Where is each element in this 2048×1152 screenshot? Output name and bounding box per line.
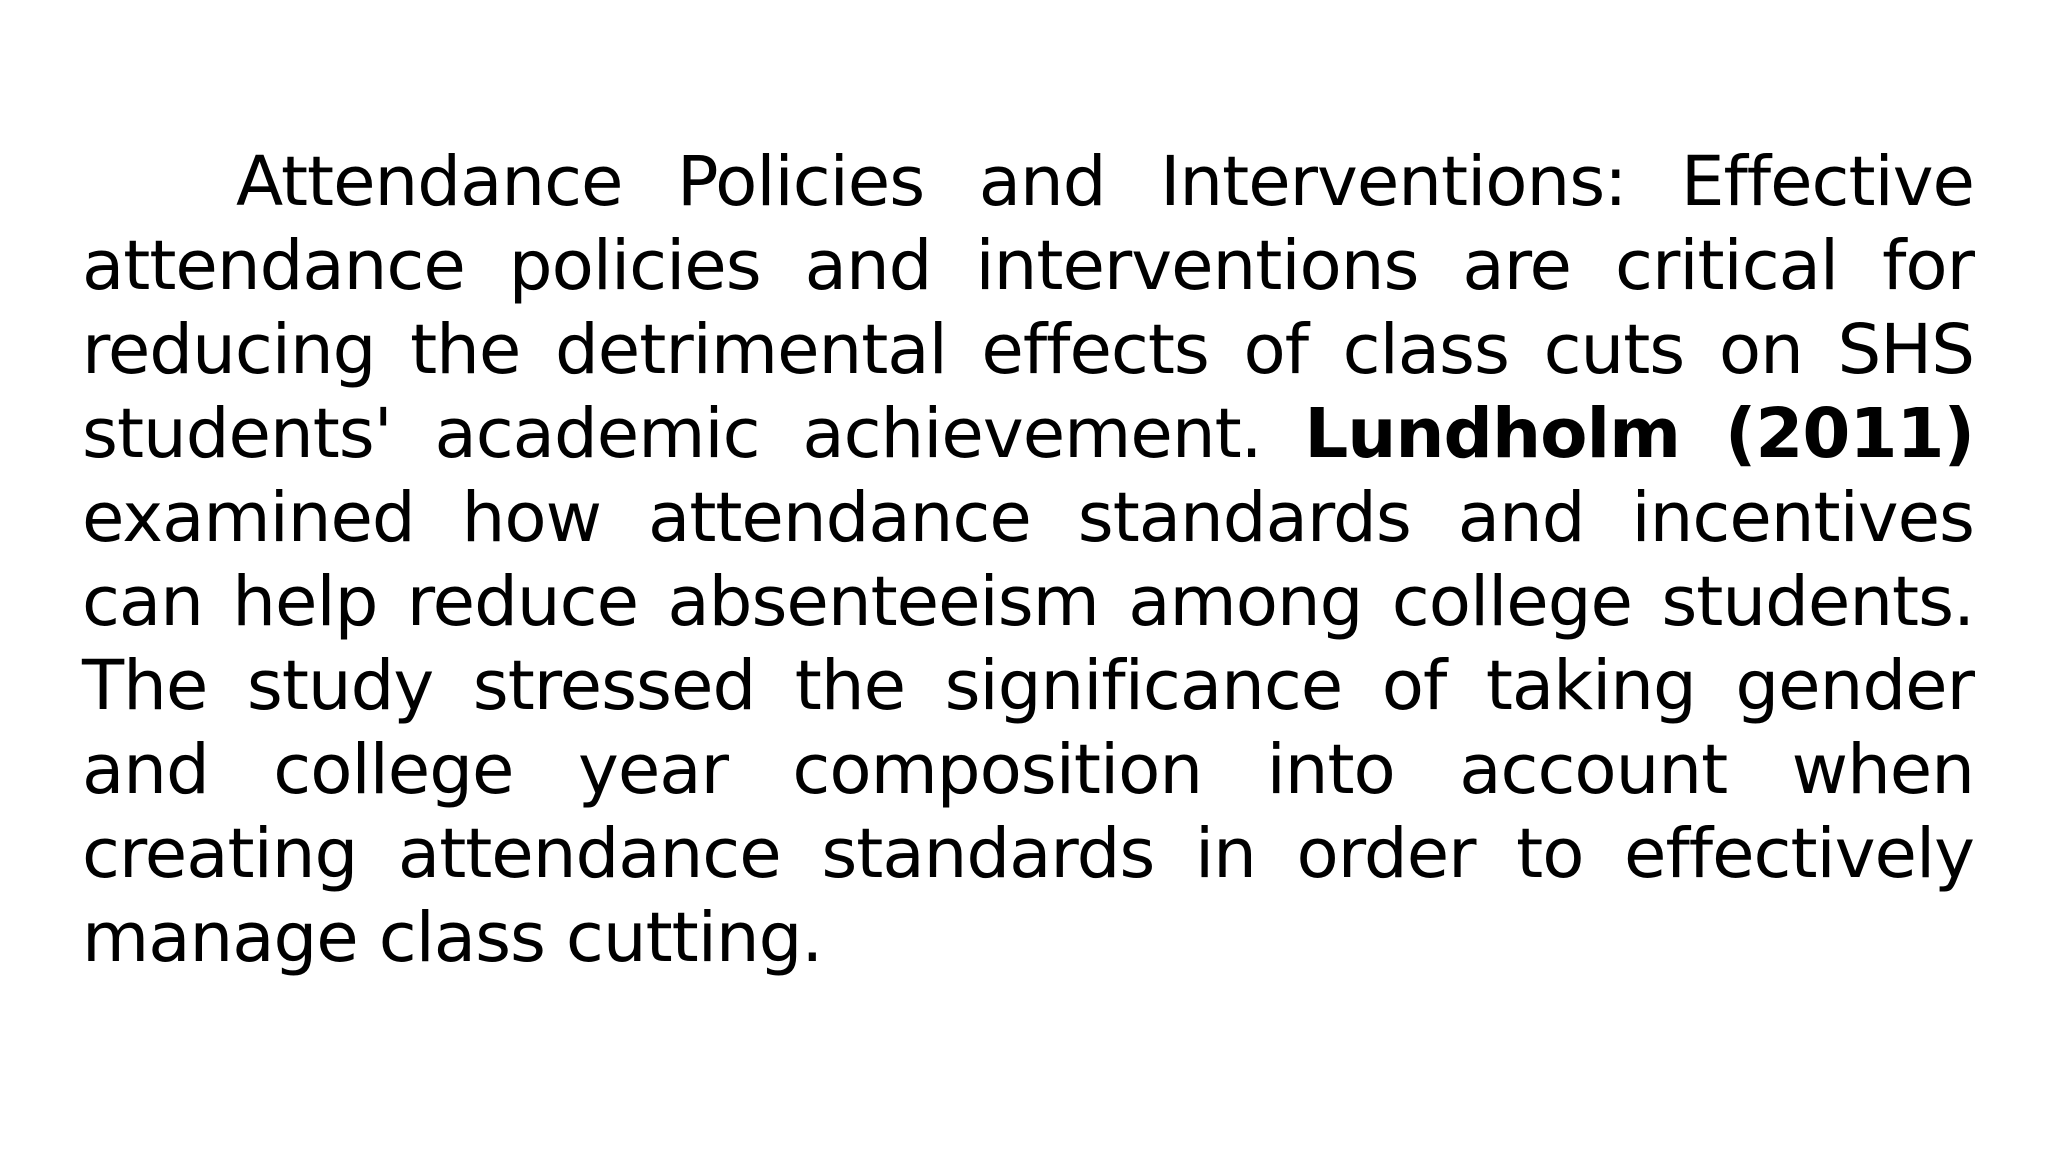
paragraph-outro: examined how attendance standards and incentives can help reduce absenteeism among college students. The study stressed the significance of taking gender and college year composition into account when creating attendance standards in order to effectively manage class cutting. bbox=[82, 478, 1974, 978]
body-paragraph bbox=[82, 140, 1974, 980]
paragraph-intro: Attendance Policies and Interventions: Effective attendance policies and interventions are critical for reducing the detrimental effects of class cuts on SHS students' academic achievement. bbox=[82, 142, 1974, 474]
citation: Lundholm (2011) bbox=[1304, 394, 1974, 474]
